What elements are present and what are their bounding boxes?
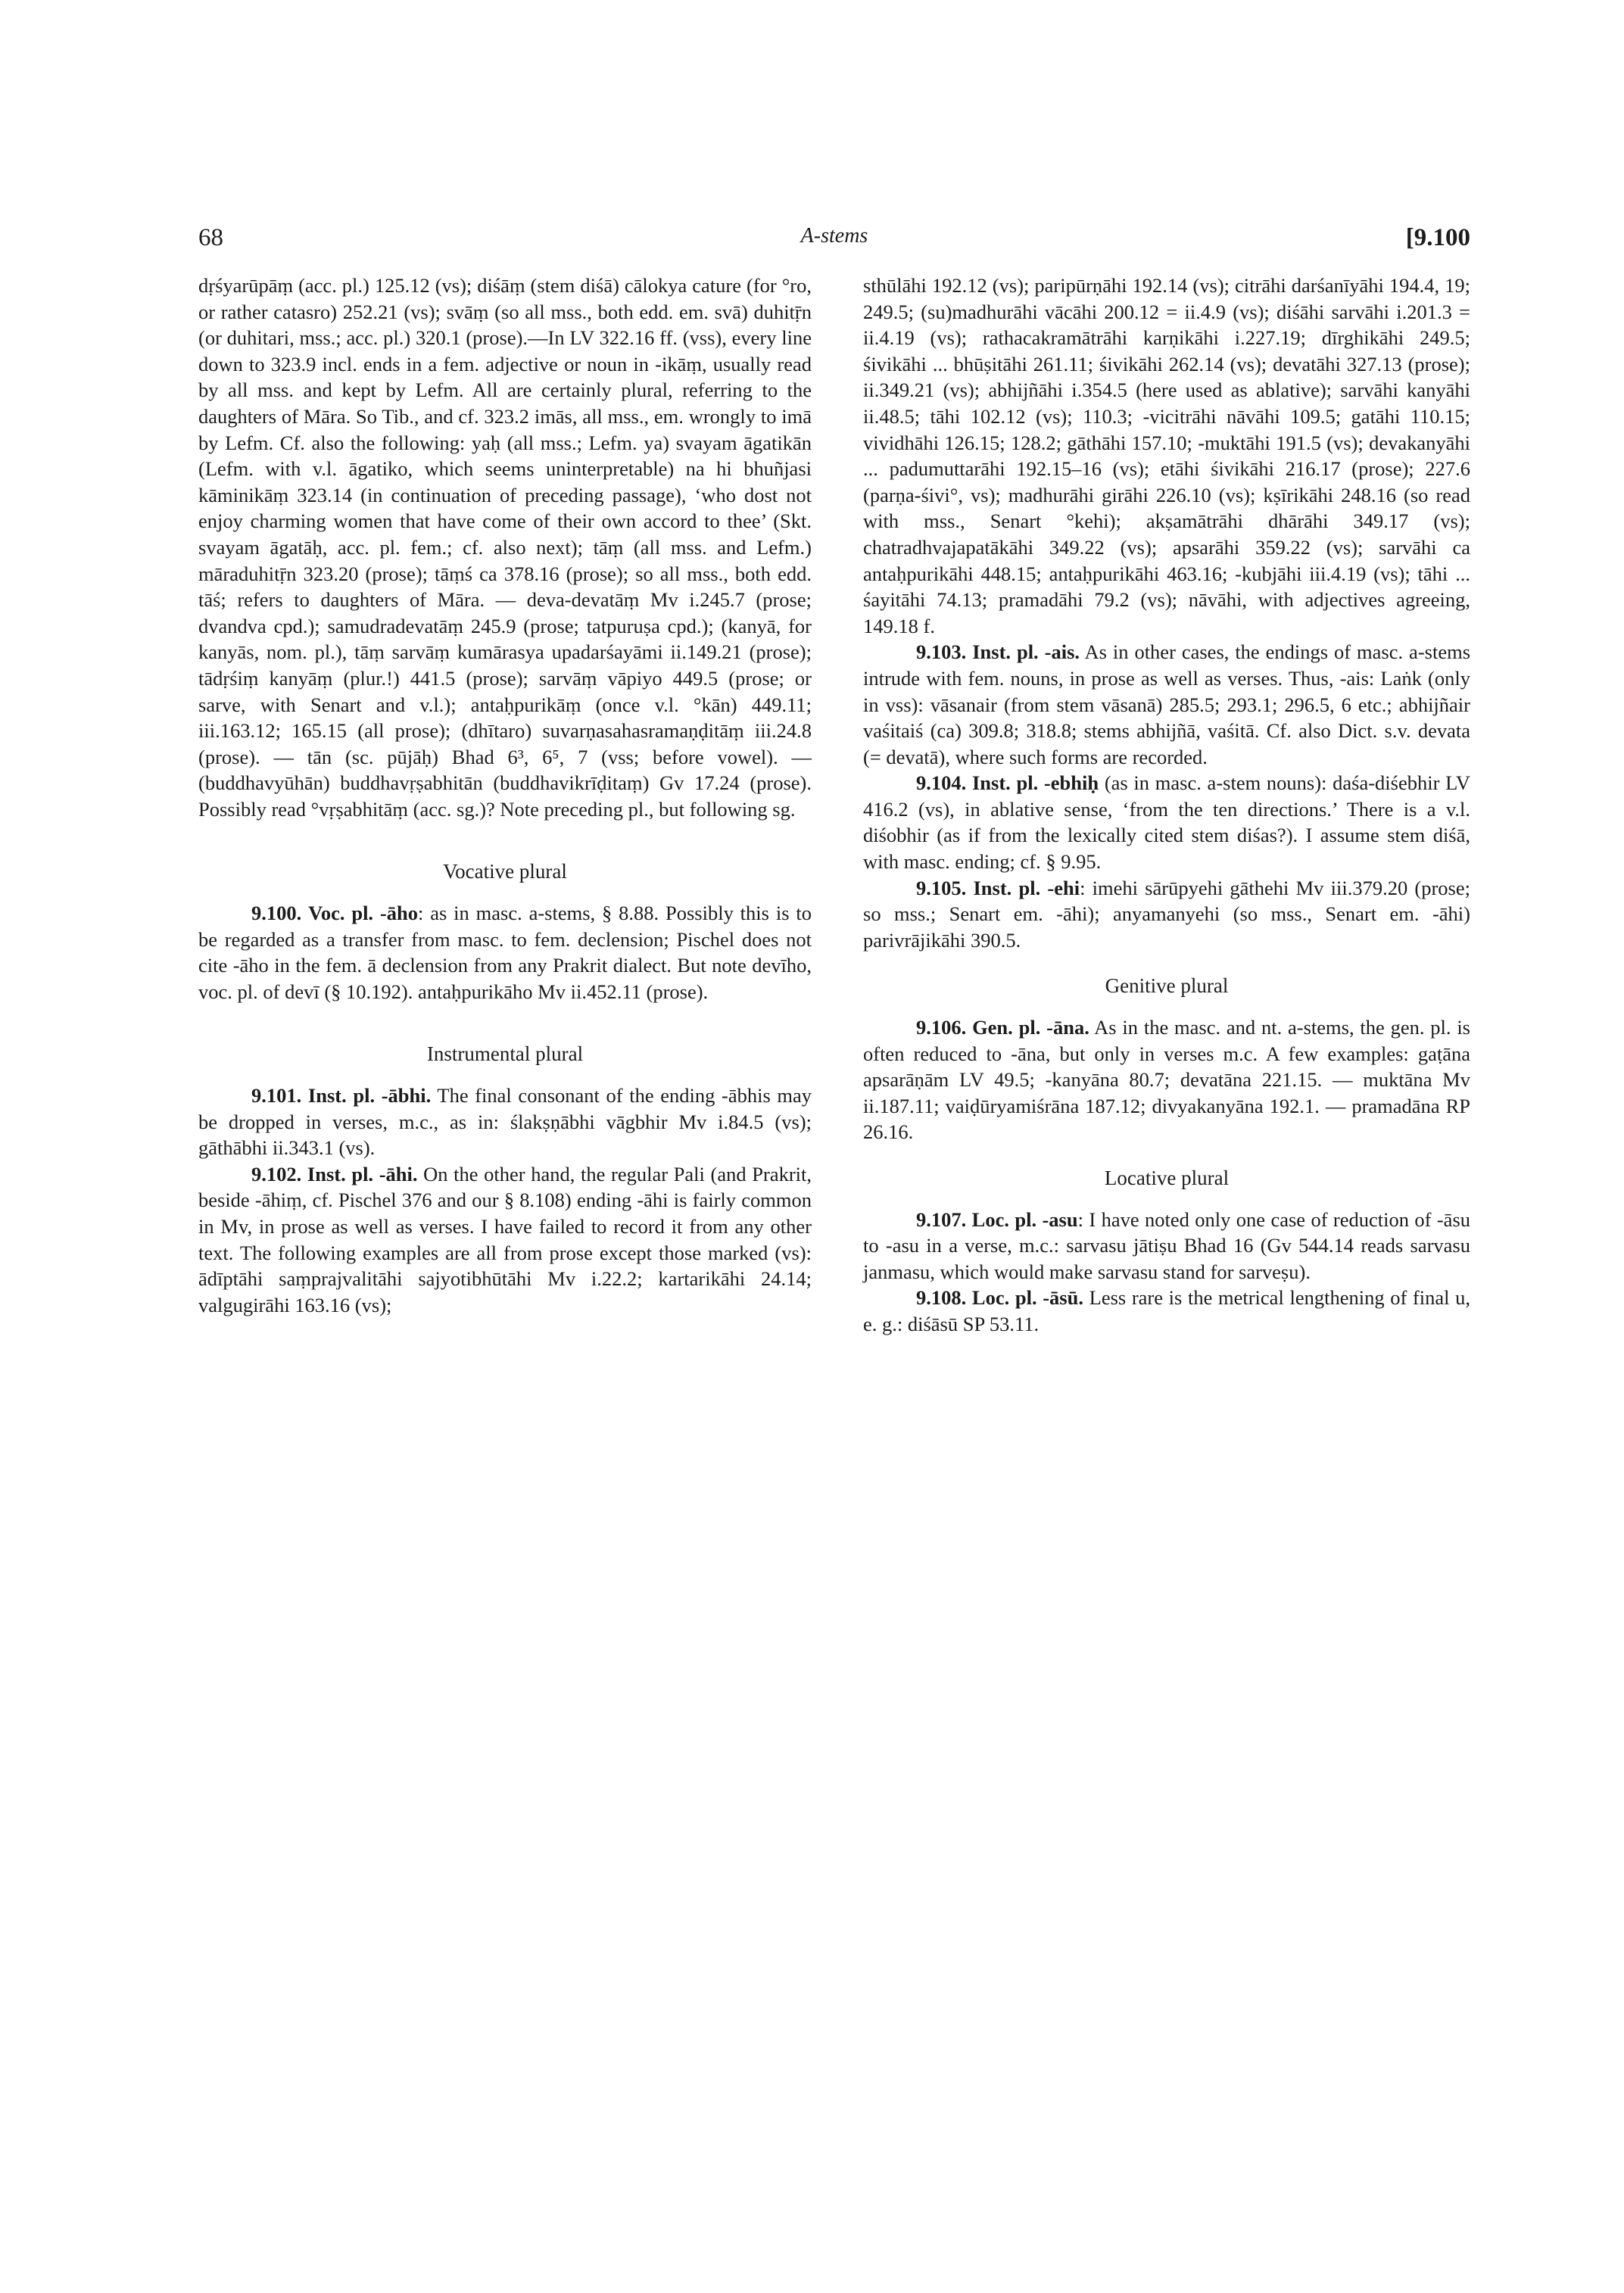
left-column [198,273,812,1318]
paragraph-text: : as in masc. a-stems, § 8.88. Possibly this is to be regarded as a transfer from masc. to fem. declension; Pischel does not cite -āho in the fem. ā declension from any Prakrit dialect. But note devīho, voc. pl. of devī (§ 10.192). antaḥpurikāho Mv ii.452.11 (prose). [198,902,812,1003]
paragraph-number: 9.104. [916,771,967,795]
heading-locative-plural: Locative plural [1104,1167,1230,1189]
paragraph-heading: Inst. pl. -ehi [973,876,1080,899]
paragraph-heading: Voc. pl. -āho [308,902,418,925]
paragraph-text: (as in masc. a-stem nouns): daśa-diśebhir LV 416.2 (vs), in ablative sense, ‘from the ten directions.’ There is a v.l. diśobhir (as if from the lexically cited stem diśas?). I assume stem diśā, with masc. ending; cf. § 9.95. [863,771,1471,874]
running-title: A-stems [800,224,868,248]
paragraph-text: On the other hand, the regular Pali (and Prakrit, beside -āhiṃ, cf. Pischel 376 and our § 8.108) ending -āhi is fairly common in Mv, in prose as well as verses. I have failed to record it from any other text. The following examples are all from prose except those marked (vs): ādīptāhi saṃprajvalitāhi sajyotibhūtāhi Mv i.22.2; kartarikāhi 24.14; valgugirāhi 163.16 (vs); [198,1162,812,1316]
paragraph-text: As in other cases, the endings of masc. a-stems intrude with fem. nouns, in prose as well as verses. Thus, -ais: Laṅk (only in vss): vāsanair (from stem vāsanā) 285.5; 293.1; 296.5, 6 etc.; abhijñair vaśitaiś (ca) 309.8; 318.8; stems abhijñā, vaśitā. Cf. also Dict. s.v. devata (= devatā), where such forms are recorded. [863,640,1471,768]
paragraph-9-101 [198,1083,812,1161]
paragraph-9-103 [863,639,1470,770]
paragraph-number: 9.100. [251,902,302,925]
paragraph-text: : I have noted only one case of reduction of -āsu to -asu in a verse, m.c.: sarvasu jātiṣu Bhad 16 (Gv 544.14 reads sarvasu janmasu, which would make sarvasu stand for sarveṣu). [863,1207,1471,1283]
paragraph-number: 9.107. [916,1207,967,1231]
paragraph-number: 9.101. [251,1084,302,1108]
heading-vocative-plural: Vocative plural [443,860,567,883]
page-number: 68 [198,224,223,251]
paragraph-number: 9.108. [916,1286,967,1310]
section-reference: [9.100 [1405,224,1470,251]
continued-paragraph: dṛśyarūpāṃ (acc. pl.) 125.12 (vs); diśāṃ (stem diśā) cālokya cature (for °ro, or rather catasro) 252.21 (vs); svāṃ (so all mss., both edd. em. svā) duhitṝn (or duhitari, mss.; acc. pl.) 320.1 (prose).—In LV 322.16 ff. (vss), every line down to 323.9 incl. ends in a fem. adjective or noun in -ikāṃ, usually read by all mss. and kept by Lefm. All are certainly plural, referring to the daughters of Māra. So Tib., and cf. 323.2 imās, all mss., em. wrongly to imā by Lefm. Cf. also the following: yaḥ (all mss.; Lefm. ya) svayam āgatikān (Lefm. with v.l. āgatiko, which seems uninterpretable) na hi bhuñjasi kāminikāṃ 323.14 (in continuation of preceding passage), ‘who dost not enjoy charming women that have come of their own accord to thee’ (Skt. svayam āgatāḥ, acc. pl. fem.; cf. also next); tāṃ (all mss. and Lefm.) māraduhitṝn 323.20 (prose); tāṃś ca 378.16 (prose); so all mss., both edd. tāś; refers to daughters of Māra. — deva-devatāṃ Mv i.245.7 (prose; dvandva cpd.); samudradevatāṃ 245.9 (prose; tatpuruṣa cpd.); (kanyā, for kanyās, nom. pl.), tāṃ sarvāṃ kumārasya upadarśayāmi ii.149.21 (prose); tādṛśiṃ kanyāṃ (plur.!) 441.5 (prose); sarvāṃ vāpiyo 449.5 (prose; or sarve, with Senart and v.l.); antaḥpurikāṃ (once v.l. °kān) 449.11; iii.163.12; 165.15 (all prose); (dhītaro) suvarṇasahasramaṇḍitāṃ iii.24.8 (prose). — tān (sc. pūjāḥ) Bhad 6³, 6⁵, 7 (vss; before vowel). — (buddhavyūhān) buddhavṛṣabhitān (buddhavikrīḍitaṃ) Gv 17.24 (prose). Possibly read °vṛṣabhitāṃ (acc. sg.)? Note preceding pl., but following sg. [198,274,812,821]
paragraph-number: 9.105. [916,876,967,899]
paragraph-heading: Inst. pl. -ābhi. [307,1084,432,1108]
continued-paragraph: sthūlāhi 192.12 (vs); paripūrṇāhi 192.14 (vs); citrāhi darśanīyāhi 194.4, 19; 249.5; (su)madhurāhi vācāhi 200.12 = ii.4.9 (vs); diśāhi sarvāhi i.201.3 = ii.4.19 (vs); rathacakramātrāhi karṇikāhi i.227.19; dīrghikāhi 249.5; śivikāhi ... bhūṣitāhi 261.11; śivikāhi 262.14 (vs); devatāhi 327.13 (prose); ii.349.21 (vs); abhijñāhi i.354.5 (here used as ablative); sarvāhi kanyāhi ii.48.5; tāhi 102.12 (vs); 110.3; -vicitrāhi nāvāhi 109.5; gatāhi 110.15; vividhāhi 126.15; 128.2; gāthāhi 157.10; -muktāhi 191.5 (vs); devakanyāhi ... padumuttarāhi 192.15–16 (vs); etāhi śivikāhi 216.17 (prose); 227.6 (parṇa-śivi°, vs); madhurāhi girāhi 226.10 (vs); kṣīrikāhi 248.16 (so read with mss., Senart °kehi); akṣamātrāhi dhārāhi 349.17 (vs); chatradhvajapatākāhi 349.22 (vs); apsarāhi 359.22 (vs); sarvāhi ca antaḥpurikāhi 448.15; antaḥpurikāhi 463.16; -kubjāhi iii.4.19 (vs); tāhi ... śayitāhi 74.13; pramadāhi 79.2 (vs); nāvāhi, with adjectives agreeing, 149.18 f. [863,274,1470,637]
paragraph-number: 9.106. [916,1016,967,1039]
paragraph-9-107 [863,1207,1470,1285]
paragraph-9-104 [863,770,1470,874]
paragraph-number: 9.102. [251,1162,302,1185]
paragraph-heading: Inst. pl. -āhi. [307,1162,418,1185]
right-column [863,273,1470,1338]
paragraph-heading: Inst. pl. -ebhiḥ [971,771,1099,795]
heading-genitive-plural: Genitive plural [1105,974,1229,998]
paragraph-9-105 [863,875,1470,954]
paragraph-text: As in the masc. and nt. a-stems, the gen. pl. is often reduced to -āna, but only in verses m.c. A few examples: gaṭāna apsarāṇām LV 49.5; -kanyāna 80.7; devatāna 221.15. — muktāna Mv ii.187.11; vaiḍūryamiśrāna 187.12; divyakanyāna 192.1. — pramadāna RP 26.16. [863,1016,1470,1144]
heading-instrumental-plural: Instrumental plural [426,1042,584,1066]
paragraph-9-108 [863,1285,1470,1337]
paragraph-text: Less rare is the metrical lengthening of final u, e. g.: diśāsū SP 53.11. [863,1286,1471,1335]
paragraph-9-102 [198,1161,812,1319]
page-header [198,224,1470,262]
paragraph-heading: Gen. pl. -āna. [972,1016,1089,1039]
paragraph-9-106 [863,1014,1470,1145]
paragraph-heading: Loc. pl. -āsū. [971,1286,1083,1310]
paragraph-9-100 [198,900,812,1005]
paragraph-number: 9.103. [916,640,967,664]
paragraph-heading: Inst. pl. -ais. [972,640,1080,664]
paragraph-text: The final consonant of the ending -ābhis may be dropped in verses, m.c., as in: ślakṣṇābhi vāgbhir Mv i.84.5 (vs); gāthābhi ii.343.1 (vs). [198,1084,812,1160]
paragraph-text: : imehi sārūpyehi gāthehi Mv iii.379.20 (prose; so mss.; Senart em. -āhi); anyamanyehi (so mss., Senart em. -āhi) parivrājikāhi 390.5. [863,876,1470,952]
paragraph-heading: Loc. pl. -asu [971,1207,1078,1231]
